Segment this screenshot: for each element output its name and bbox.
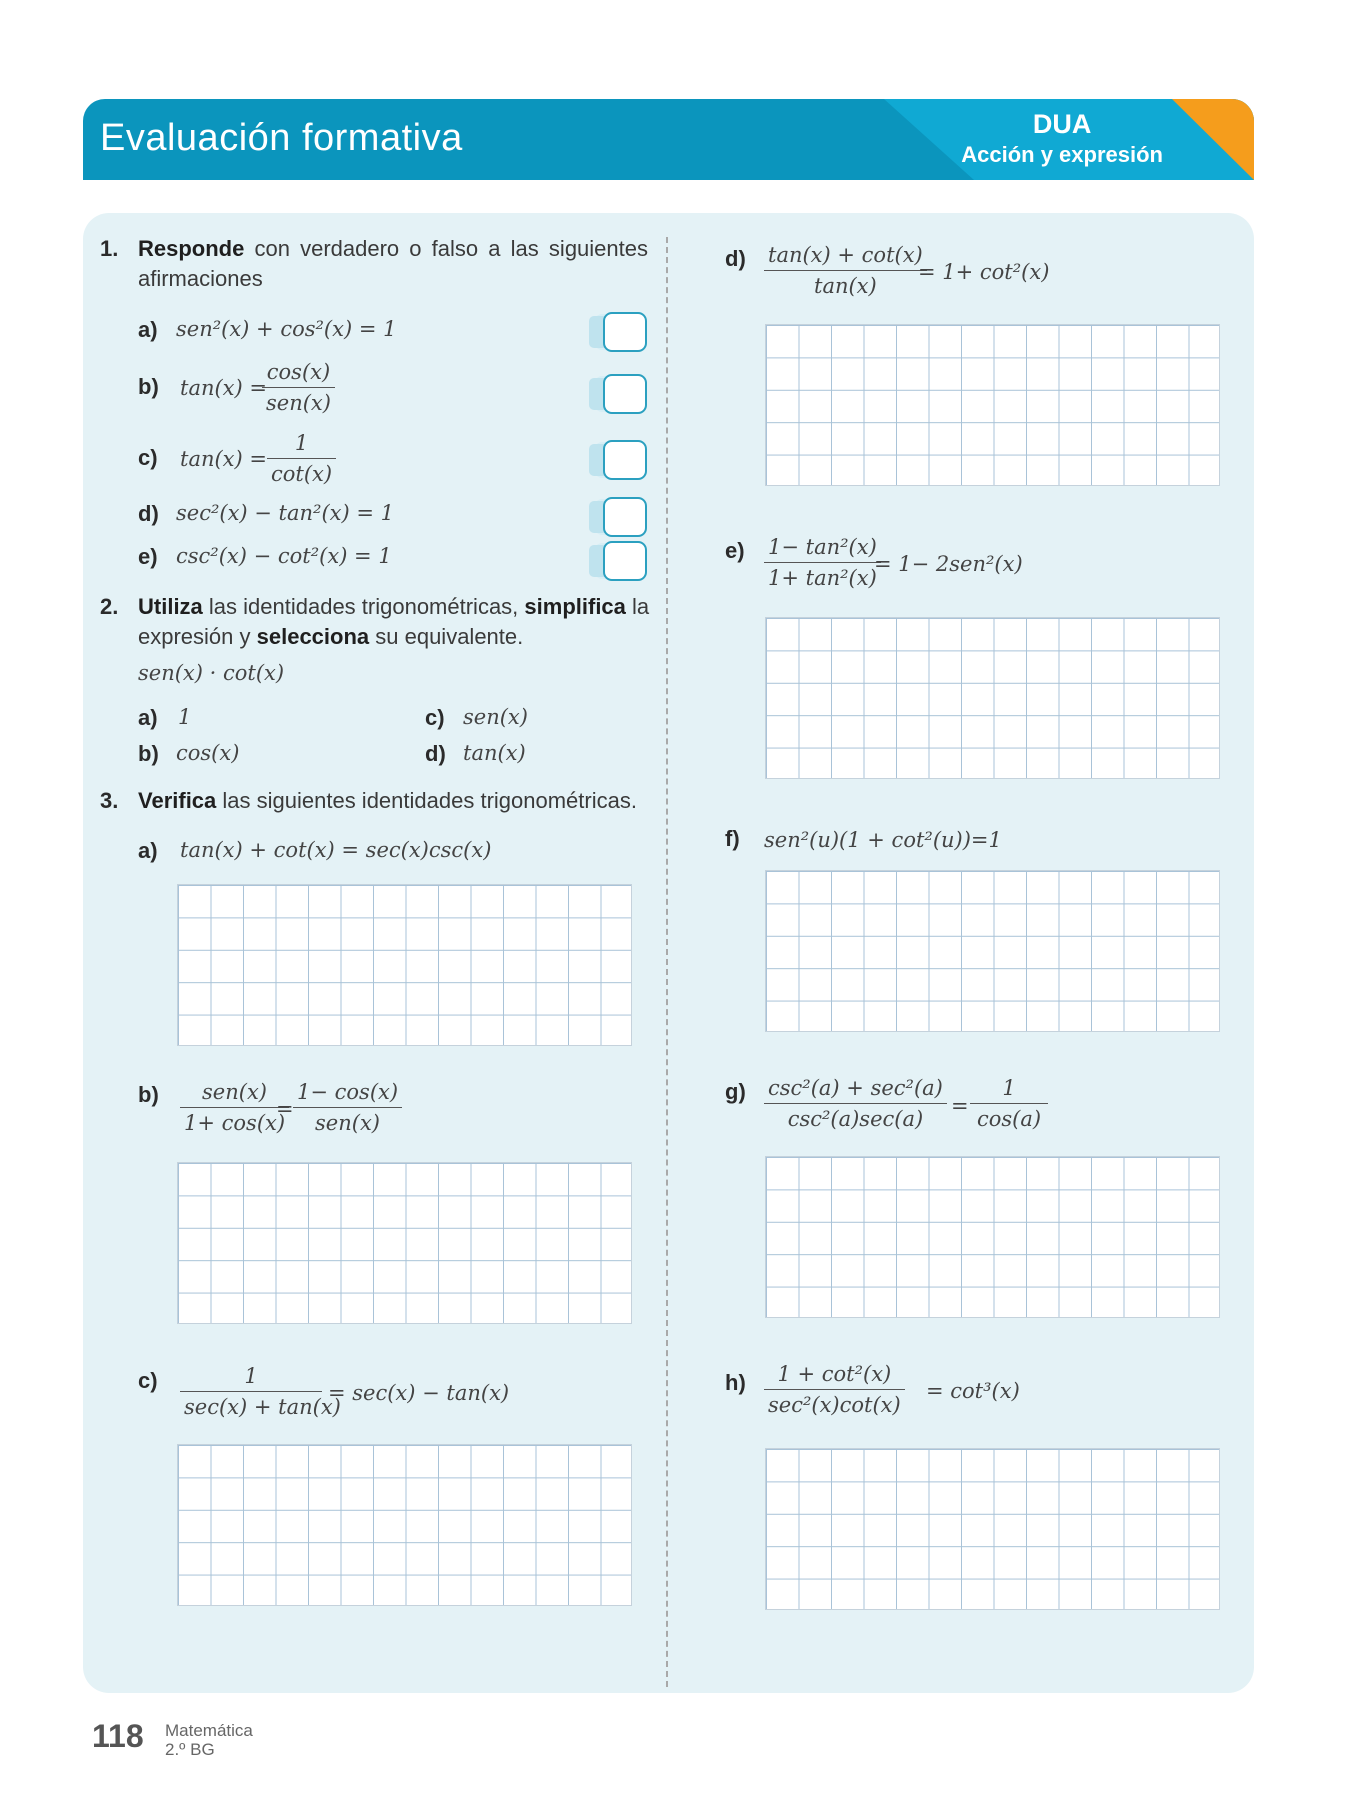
section-header [83, 99, 1254, 180]
subject-info [165, 1721, 253, 1759]
q3-c-fraction [180, 1364, 341, 1419]
q1-b-answer-box[interactable] [603, 374, 647, 414]
q3-c-label: c) [138, 1368, 158, 1393]
q3-d-answer-grid[interactable] [765, 324, 1220, 486]
q1-c-lhs: tan(x) = [180, 447, 267, 471]
q3-d-label: d) [725, 246, 746, 271]
q3-h-denominator: sec²(x)cot(x) [768, 1393, 901, 1417]
q1-prompt [138, 234, 648, 294]
q3-b-den-1: 1+ cos(x) [184, 1111, 286, 1135]
q3-c-rhs: = sec(x) − tan(x) [328, 1381, 510, 1405]
q1-b-fraction [262, 360, 335, 415]
subject-name: Matemática [165, 1721, 253, 1740]
q1-d-expr: sec²(x) − tan²(x) = 1 [176, 501, 394, 525]
q3-b-num-1: sen(x) [180, 1080, 289, 1108]
q3-b-right-fraction [293, 1080, 402, 1135]
q3-text: las siguientes identidades trigonométricas. [216, 788, 637, 813]
q1-a-label: a) [138, 317, 158, 342]
q1-a-expr: sen²(x) + cos²(x) = 1 [176, 317, 397, 341]
q3-c-answer-grid[interactable] [177, 1444, 632, 1606]
q2-option-c-label[interactable]: c) [425, 705, 445, 730]
q3-h-answer-grid[interactable] [765, 1448, 1220, 1610]
q1-verb: Responde [138, 236, 245, 261]
q3-e-fraction [764, 535, 881, 590]
q3-d-denominator: tan(x) [814, 274, 877, 298]
q3-prompt [138, 786, 658, 816]
q3-b-left-fraction [180, 1080, 289, 1135]
q1-c-answer-box[interactable] [603, 440, 647, 480]
q3-e-rhs: = 1− 2sen²(x) [874, 552, 1023, 576]
q2-verb-utiliza: Utiliza [138, 594, 203, 619]
q3-g-label: g) [725, 1079, 746, 1104]
q3-a-expr: tan(x) + cot(x) = sec(x)csc(x) [180, 838, 492, 862]
q3-b-answer-grid[interactable] [177, 1162, 632, 1324]
q2-verb-selecciona: selecciona [256, 624, 370, 649]
q3-g-answer-grid[interactable] [765, 1156, 1220, 1318]
q1-b-lhs: tan(x) = [180, 376, 267, 400]
q3-g-left-fraction [764, 1076, 947, 1131]
q3-b-equals: = [276, 1097, 294, 1121]
q3-b-num-2: 1− cos(x) [293, 1080, 402, 1108]
q3-g-num-2: 1 [970, 1076, 1048, 1104]
q3-c-numerator: 1 [180, 1364, 322, 1392]
q3-verb: Verifica [138, 788, 217, 813]
q2-number: 2. [100, 594, 119, 619]
q2-option-d-label[interactable]: d) [425, 741, 446, 766]
dua-badge [961, 109, 1163, 168]
q3-g-den-2: cos(a) [976, 1107, 1042, 1131]
q1-e-answer-box[interactable] [603, 541, 647, 581]
q2-option-a-label[interactable]: a) [138, 705, 158, 730]
q2-option-c-value[interactable]: sen(x) [463, 705, 528, 729]
q2-text-3: su equivalente. [369, 624, 524, 649]
q1-d-label: d) [138, 501, 159, 526]
q1-b-label: b) [138, 374, 159, 399]
subject-grade: 2.º BG [165, 1740, 215, 1759]
q3-f-label: f) [725, 826, 740, 851]
q1-d-answer-box[interactable] [603, 497, 647, 537]
q3-c-denominator: sec(x) + tan(x) [184, 1395, 341, 1419]
q3-e-denominator: 1+ tan²(x) [768, 566, 877, 590]
q3-b-label: b) [138, 1082, 159, 1107]
q3-h-fraction [764, 1362, 905, 1417]
dua-title: DUA [1032, 109, 1092, 139]
q1-number: 1. [100, 236, 119, 261]
q1-e-label: e) [138, 544, 158, 569]
q3-g-equals: = [951, 1094, 969, 1118]
q1-text: con verdadero o falso a las siguientes afirmaciones [138, 236, 648, 291]
q3-g-den-1: csc²(a)sec(a) [787, 1107, 924, 1131]
q2-verb-simplifica: simplifica [524, 594, 626, 619]
q3-h-label: h) [725, 1370, 746, 1395]
q2-prompt [138, 592, 658, 652]
q2-text-1: las identidades trigonométricas, [202, 594, 525, 619]
q3-f-answer-grid[interactable] [765, 870, 1220, 1032]
q3-d-rhs: = 1+ cot²(x) [918, 260, 1050, 284]
q3-h-rhs: = cot³(x) [926, 1379, 1020, 1403]
dua-subtitle: Acción y expresión [961, 142, 1163, 167]
q1-c-label: c) [138, 445, 158, 470]
q3-a-label: a) [138, 838, 158, 863]
q3-g-right-fraction [970, 1076, 1048, 1131]
q3-e-answer-grid[interactable] [765, 617, 1220, 779]
q3-e-numerator: 1− tan²(x) [764, 535, 881, 563]
q2-text-2: la expresión y [138, 594, 650, 649]
q1-c-numerator: 1 [267, 431, 336, 459]
q2-option-b-label[interactable]: b) [138, 741, 159, 766]
page-number: 118 [92, 1718, 144, 1754]
q2-option-b-value[interactable]: cos(x) [176, 741, 240, 765]
q1-e-expr: csc²(x) − cot²(x) = 1 [176, 544, 392, 568]
q3-f-expr: sen²(u)(1 + cot²(u))=1 [764, 828, 1002, 852]
q3-d-fraction [764, 243, 927, 298]
q1-b-numerator: cos(x) [262, 360, 335, 388]
q3-h-numerator: 1 + cot²(x) [764, 1362, 905, 1390]
q3-a-answer-grid[interactable] [177, 884, 632, 1046]
q1-c-denominator: cot(x) [271, 462, 333, 486]
q2-option-a-value[interactable]: 1 [178, 705, 192, 729]
q1-b-denominator: sen(x) [266, 391, 331, 415]
q3-e-label: e) [725, 538, 745, 563]
q3-b-den-2: sen(x) [315, 1111, 380, 1135]
q1-c-fraction [267, 431, 336, 486]
q1-a-answer-box[interactable] [603, 312, 647, 352]
q3-number: 3. [100, 788, 119, 813]
q2-expression: sen(x) · cot(x) [138, 661, 285, 685]
q2-option-d-value[interactable]: tan(x) [463, 741, 526, 765]
section-title: Evaluación formativa [100, 117, 463, 159]
q3-d-numerator: tan(x) + cot(x) [764, 243, 927, 271]
q3-g-num-1: csc²(a) + sec²(a) [764, 1076, 947, 1104]
column-divider [666, 237, 668, 1687]
